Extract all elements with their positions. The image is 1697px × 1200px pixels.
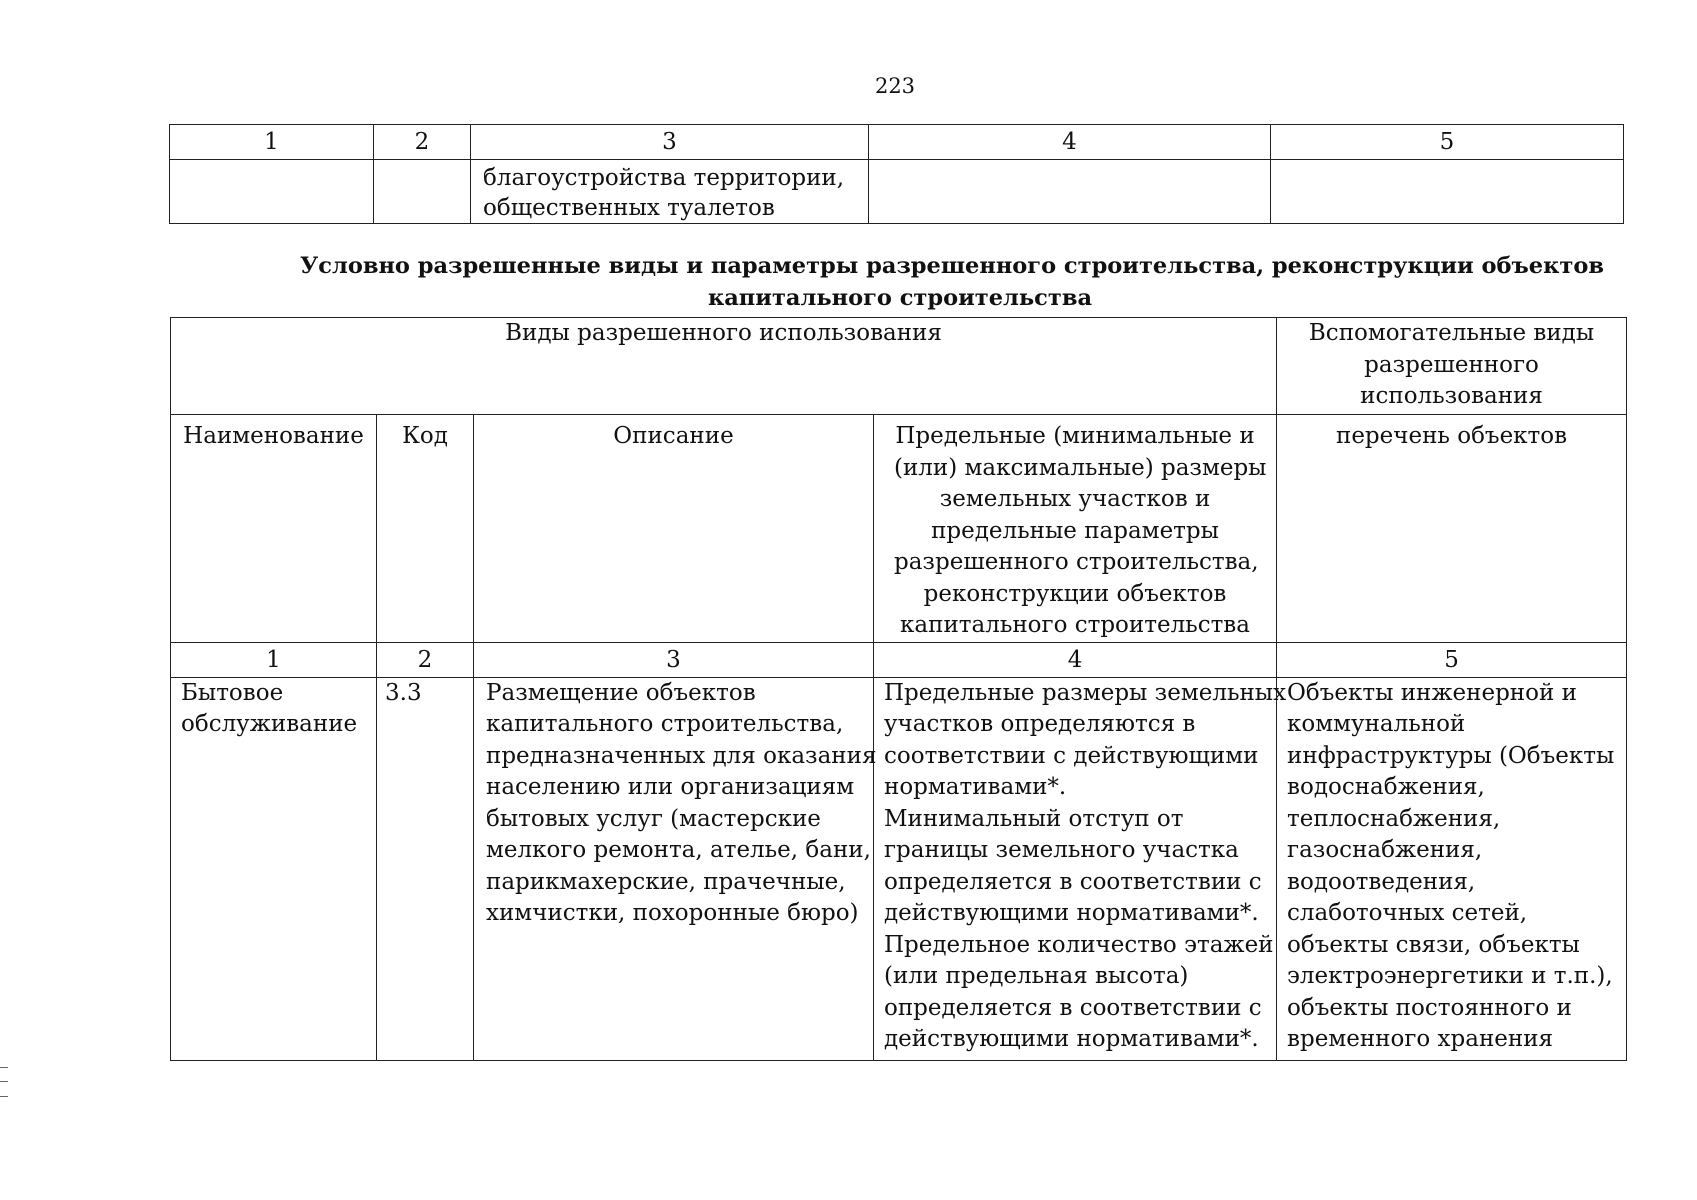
header-name: Наименование [171, 415, 377, 643]
group-header-uses: Виды разрешенного использования [171, 318, 1277, 415]
column-number-row [171, 642, 1627, 677]
text-line: обслуживание [181, 711, 358, 737]
text-line: объекты постоянного и [1287, 994, 1572, 1021]
text-line: предназначенных для оказания [486, 742, 877, 769]
text-line: бытовых услуг (мастерские [486, 805, 821, 832]
text-line: населению или организациям [486, 774, 855, 800]
column-number: 5 [1271, 125, 1624, 160]
text-line: Предельные размеры земельных [884, 679, 1287, 706]
aux-objects-cell [1277, 677, 1627, 1060]
header-params [874, 415, 1277, 643]
text-line: коммунальной [1287, 711, 1466, 737]
header-line: Вспомогательные виды [1308, 320, 1595, 346]
text-line: химчистки, похоронные бюро) [486, 900, 859, 926]
section-title-line: Условно разрешенные виды и параметры разрешенного строительства, реконструкции объектов [300, 253, 1604, 279]
continued-table [169, 124, 1624, 224]
column-number: 4 [874, 642, 1277, 677]
use-description-cell [474, 677, 877, 1060]
text-line: мелкого ремонта, ателье, бани, [486, 837, 871, 863]
text-line: водоотведения, [1287, 868, 1476, 895]
column-number: 4 [869, 125, 1271, 160]
header-code: Код [377, 415, 474, 643]
text-line: Размещение объектов [486, 679, 756, 706]
header-line: (или) максимальные) размеры [894, 454, 1267, 481]
text-line: водоснабжения, [1287, 774, 1485, 800]
header-line: земельных участков и [939, 486, 1211, 512]
use-code-cell: 3.3 [377, 677, 474, 1060]
column-number: 2 [377, 642, 474, 677]
text-line: объекты связи, объекты [1287, 931, 1580, 958]
column-number: 3 [474, 642, 874, 677]
column-number: 3 [471, 125, 869, 160]
column-number: 1 [170, 125, 374, 160]
text-line: определяется в соответствии с [884, 868, 1262, 895]
header-line: использования [1360, 383, 1543, 409]
text-line: Предельное количество этажей [884, 931, 1274, 958]
table-cell [374, 160, 471, 224]
header-line: предельные параметры [931, 517, 1219, 544]
use-params-cell [874, 677, 1287, 1060]
text-line: слаботочных сетей, [1287, 900, 1528, 926]
text-line: определяется в соответствии с [884, 994, 1262, 1021]
description-cell [471, 160, 869, 224]
text-line: действующими нормативами*. [884, 1026, 1259, 1052]
header-line: капитального строительства [900, 612, 1250, 638]
column-number: 5 [1277, 642, 1627, 677]
header-aux-list: перечень объектов [1277, 415, 1627, 643]
text-line: участков определяются в [884, 711, 1196, 737]
table-row [171, 677, 1627, 1060]
table-cell [1271, 160, 1624, 224]
text-line: инфраструктуры (Объекты [1287, 742, 1615, 769]
text-line: границы земельного участка [884, 837, 1239, 863]
permitted-uses-table [170, 317, 1627, 1061]
text-line: благоустройства территории, [483, 165, 845, 191]
page-number: 223 [874, 74, 916, 98]
text-line: Минимальный отступ от [884, 805, 1184, 832]
text-line: (или предельная высота) [884, 963, 1189, 989]
column-number-row [170, 125, 1624, 160]
binding-edge-mark [0, 1067, 8, 1097]
text-line: Объекты инженерной и [1287, 679, 1577, 706]
text-line: парикмахерские, прачечные, [486, 868, 846, 895]
header-line: Предельные (минимальные и [895, 423, 1255, 449]
header-line: разрешенного [1364, 351, 1539, 378]
text-line: капитального строительства, [486, 711, 844, 737]
column-header-row [171, 415, 1627, 643]
group-header-aux [1277, 318, 1627, 415]
text-line: общественных туалетов [483, 195, 775, 221]
text-line: нормативами*. [884, 774, 1067, 800]
text-line: электроэнергетики и т.п.), [1287, 963, 1613, 989]
text-line: теплоснабжения, [1287, 805, 1501, 832]
column-number: 1 [171, 642, 377, 677]
header-description: Описание [474, 415, 874, 643]
text-line: действующими нормативами*. [884, 900, 1259, 926]
table-cell [170, 160, 374, 224]
use-name-cell [171, 677, 377, 1060]
header-line: реконструкции объектов [923, 580, 1227, 607]
column-number: 2 [374, 125, 471, 160]
text-line: газоснабжения, [1287, 837, 1483, 863]
table-cell [869, 160, 1271, 224]
header-line: разрешенного строительства, [894, 549, 1259, 575]
text-line: Бытовое [181, 679, 284, 706]
section-title-line: капитального строительства [707, 285, 1093, 311]
group-header-row [171, 318, 1627, 415]
text-line: временного хранения [1287, 1026, 1554, 1052]
section-title [300, 250, 1604, 314]
text-line: соответствии с действующими [884, 742, 1259, 769]
table-row [170, 160, 1624, 224]
